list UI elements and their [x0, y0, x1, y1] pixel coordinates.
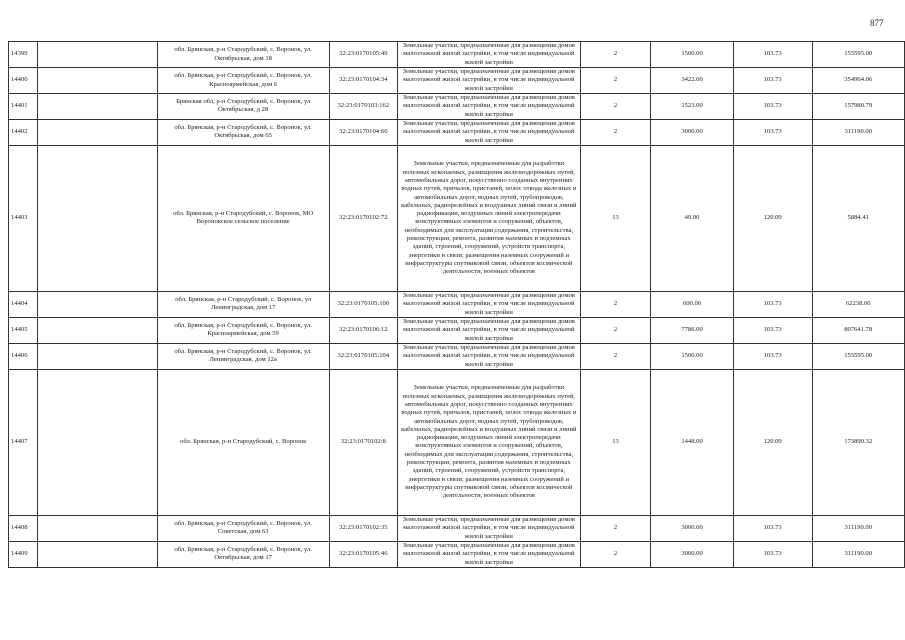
cadastral-number-cell: 32:23:0170102:72 [329, 145, 397, 291]
cadastral-value-cell: 5884.41 [812, 145, 905, 291]
rate-cell: 120.09 [733, 369, 812, 515]
row-number-cell: 14400 [9, 68, 38, 94]
blank-cell [37, 42, 157, 68]
table-row [9, 541, 905, 567]
address-cell: обл. Брянская, р-н Стародубский, с. Воронок, ул. Красноармейская, дом 59 [157, 317, 329, 343]
cadastral-number-cell: 32:23:0170105:46 [329, 541, 397, 567]
land-use-cell: Земельные участки, предназначенные для разработки полезных ископаемых, размещения железнодорожных путей, автомобильных дорог, искусственно созданных внутренних водных путей, причалов, пристаней, полос отвода железных и автомобильных дорог, водных путей, трубопроводов, кабельных, радиорелейных и воздушных линий связи и линий радиофикации, воздушных линий электропередачи конструктивных элементов и сооружений, объектов, необходимых для эксплуатации,содержания, строительства, реконструкции, ремонта, развития наземных и подземных зданий, строений, сооружений, устройств транспорта, энергетики и связи; размещения наземных сооружений и инфраструктуры спутниковой связи, объектов космической деятельности, военных объектов [397, 369, 580, 515]
address-cell: обл. Брянская, р-н Стародубский, с. Воронок, ул Ленинградская, дом 17 [157, 291, 329, 317]
land-use-cell: Земельные участки, предназначенные для размещения домов малоэтажной жилой застройки, в том числе индивидуальной жилой застройки [397, 541, 580, 567]
row-number-cell: 14401 [9, 94, 38, 120]
rate-cell: 103.73 [733, 515, 812, 541]
rate-cell: 103.73 [733, 42, 812, 68]
blank-cell [37, 317, 157, 343]
address-cell: обл. Брянская, р-н Стародубский, с. Воронок [157, 369, 329, 515]
cadastral-number-cell: 32:23:0170104:60 [329, 119, 397, 145]
cadastral-number-cell: 32:23:0170105:49 [329, 42, 397, 68]
category-cell: 2 [580, 343, 650, 369]
rate-cell: 103.73 [733, 343, 812, 369]
blank-cell [37, 68, 157, 94]
row-number-cell: 14403 [9, 145, 38, 291]
category-cell: 13 [580, 145, 650, 291]
rate-cell: 103.73 [733, 317, 812, 343]
cadastral-number-cell: 32:23:0170105:100 [329, 291, 397, 317]
address-cell: обл. Брянская, р-н Стародубский, с. Воронок, ул. Красноармейская, дом 6 [157, 68, 329, 94]
area-cell: 49.00 [651, 145, 734, 291]
cadastral-value-cell: 311190.00 [812, 119, 905, 145]
category-cell: 2 [580, 68, 650, 94]
area-cell: 1500.00 [651, 42, 734, 68]
blank-cell [37, 369, 157, 515]
category-cell: 13 [580, 369, 650, 515]
area-cell: 600.00 [651, 291, 734, 317]
table-row [9, 68, 905, 94]
address-cell: обл. Брянская, р-н Стародубский, с. Воронок, ул. Октябрьская, дом 17 [157, 541, 329, 567]
area-cell: 1523.00 [651, 94, 734, 120]
row-number-cell: 14402 [9, 119, 38, 145]
row-number-cell: 14404 [9, 291, 38, 317]
row-number-cell: 14409 [9, 541, 38, 567]
table-row [9, 94, 905, 120]
area-cell: 3000.00 [651, 541, 734, 567]
land-use-cell: Земельные участки, предназначенные для размещения домов малоэтажной жилой застройки, в том числе индивидуальной жилой застройки [397, 119, 580, 145]
category-cell: 2 [580, 291, 650, 317]
blank-cell [37, 541, 157, 567]
page-number: 877 [870, 18, 884, 28]
cadastral-value-cell: 62238.00 [812, 291, 905, 317]
land-registry-table [8, 41, 905, 568]
cadastral-number-cell: 32:23:0170102:35 [329, 515, 397, 541]
land-use-cell: Земельные участки, предназначенные для размещения домов малоэтажной жилой застройки, в том числе индивидуальной жилой застройки [397, 317, 580, 343]
blank-cell [37, 145, 157, 291]
address-cell: Брянская обл, р-н Стародубский, с. Воронок, ул Октябрьская, д 28 [157, 94, 329, 120]
rate-cell: 103.73 [733, 94, 812, 120]
cadastral-value-cell: 807641.78 [812, 317, 905, 343]
area-cell: 1448.00 [651, 369, 734, 515]
row-number-cell: 14406 [9, 343, 38, 369]
category-cell: 2 [580, 515, 650, 541]
rate-cell: 103.73 [733, 291, 812, 317]
address-cell: обл. Брянская, р-н Стародубский, с. Воронок, ул. Октябрьская, дом 18 [157, 42, 329, 68]
area-cell: 3000.00 [651, 119, 734, 145]
cadastral-number-cell: 32:23:0170105:104 [329, 343, 397, 369]
land-use-cell: Земельные участки, предназначенные для размещения домов малоэтажной жилой застройки, в том числе индивидуальной жилой застройки [397, 68, 580, 94]
area-cell: 7786.00 [651, 317, 734, 343]
land-use-cell: Земельные участки, предназначенные для размещения домов малоэтажной жилой застройки, в том числе индивидуальной жилой застройки [397, 42, 580, 68]
rate-cell: 120.09 [733, 145, 812, 291]
land-use-cell: Земельные участки, предназначенные для размещения домов малоэтажной жилой застройки, в том числе индивидуальной жилой застройки [397, 94, 580, 120]
address-cell: обл. Брянская, р-н Стародубский, с. Воронок, МО Воронокское сельское поселение [157, 145, 329, 291]
cadastral-number-cell: 32:23:0170104:34 [329, 68, 397, 94]
table-row [9, 291, 905, 317]
area-cell: 3000.00 [651, 515, 734, 541]
table-row [9, 343, 905, 369]
row-number-cell: 14408 [9, 515, 38, 541]
cadastral-value-cell: 155595.00 [812, 343, 905, 369]
category-cell: 2 [580, 42, 650, 68]
cadastral-value-cell: 311190.00 [812, 541, 905, 567]
category-cell: 2 [580, 541, 650, 567]
table-row [9, 515, 905, 541]
land-use-cell: Земельные участки, предназначенные для разработки полезных ископаемых, размещения железнодорожных путей, автомобильных дорог, искусственно созданных внутренних водных путей, причалов, пристаней, полос отвода железных и автомобильных дорог, водных путей, трубопроводов, кабельных, радиорелейных и воздушных линий связи и линий радиофикации, воздушных линий электропередачи конструктивных элементов и сооружений, объектов, необходимых для эксплуатации,содержания, строительства, реконструкции, ремонта, развития наземных и подземных зданий, строений, сооружений, устройств транспорта, энергетики и связи; размещения наземных сооружений и инфраструктуры спутниковой связи, объектов космической деятельности, военных объектов [397, 145, 580, 291]
cadastral-value-cell: 157980.79 [812, 94, 905, 120]
address-cell: обл. Брянская, р-н Стародубский, с. Воронок, ул. Октябрьская, дом 65 [157, 119, 329, 145]
category-cell: 2 [580, 94, 650, 120]
rate-cell: 103.73 [733, 541, 812, 567]
row-number-cell: 14399 [9, 42, 38, 68]
rate-cell: 103.73 [733, 68, 812, 94]
cadastral-value-cell: 354964.06 [812, 68, 905, 94]
rate-cell: 103.73 [733, 119, 812, 145]
blank-cell [37, 291, 157, 317]
cadastral-value-cell: 173890.32 [812, 369, 905, 515]
area-cell: 1500.00 [651, 343, 734, 369]
cadastral-number-cell: 32:23:0170103:162 [329, 94, 397, 120]
address-cell: обл. Брянская, р-н Стародубский, с. Воронок, ул. Ленинградская, дом 12а [157, 343, 329, 369]
blank-cell [37, 515, 157, 541]
cadastral-number-cell: 32:23:0170106:12 [329, 317, 397, 343]
row-number-cell: 14407 [9, 369, 38, 515]
table-row [9, 145, 905, 291]
row-number-cell: 14405 [9, 317, 38, 343]
land-use-cell: Земельные участки, предназначенные для размещения домов малоэтажной жилой застройки, в том числе индивидуальной жилой застройки [397, 515, 580, 541]
table-row [9, 369, 905, 515]
table-row [9, 42, 905, 68]
category-cell: 2 [580, 119, 650, 145]
table-row [9, 317, 905, 343]
area-cell: 3422.00 [651, 68, 734, 94]
address-cell: обл. Брянская, р-н Стародубский, с. Воронок, ул. Советская, дом 63 [157, 515, 329, 541]
cadastral-value-cell: 155595.00 [812, 42, 905, 68]
land-use-cell: Земельные участки, предназначенные для размещения домов малоэтажной жилой застройки, в том числе индивидуальной жилой застройки [397, 291, 580, 317]
land-use-cell: Земельные участки, предназначенные для размещения домов малоэтажной жилой застройки, в том числе индивидуальной жилой застройки [397, 343, 580, 369]
blank-cell [37, 343, 157, 369]
cadastral-number-cell: 32:23:0170102:8 [329, 369, 397, 515]
table-row [9, 119, 905, 145]
cadastral-value-cell: 311190.00 [812, 515, 905, 541]
category-cell: 2 [580, 317, 650, 343]
blank-cell [37, 119, 157, 145]
blank-cell [37, 94, 157, 120]
